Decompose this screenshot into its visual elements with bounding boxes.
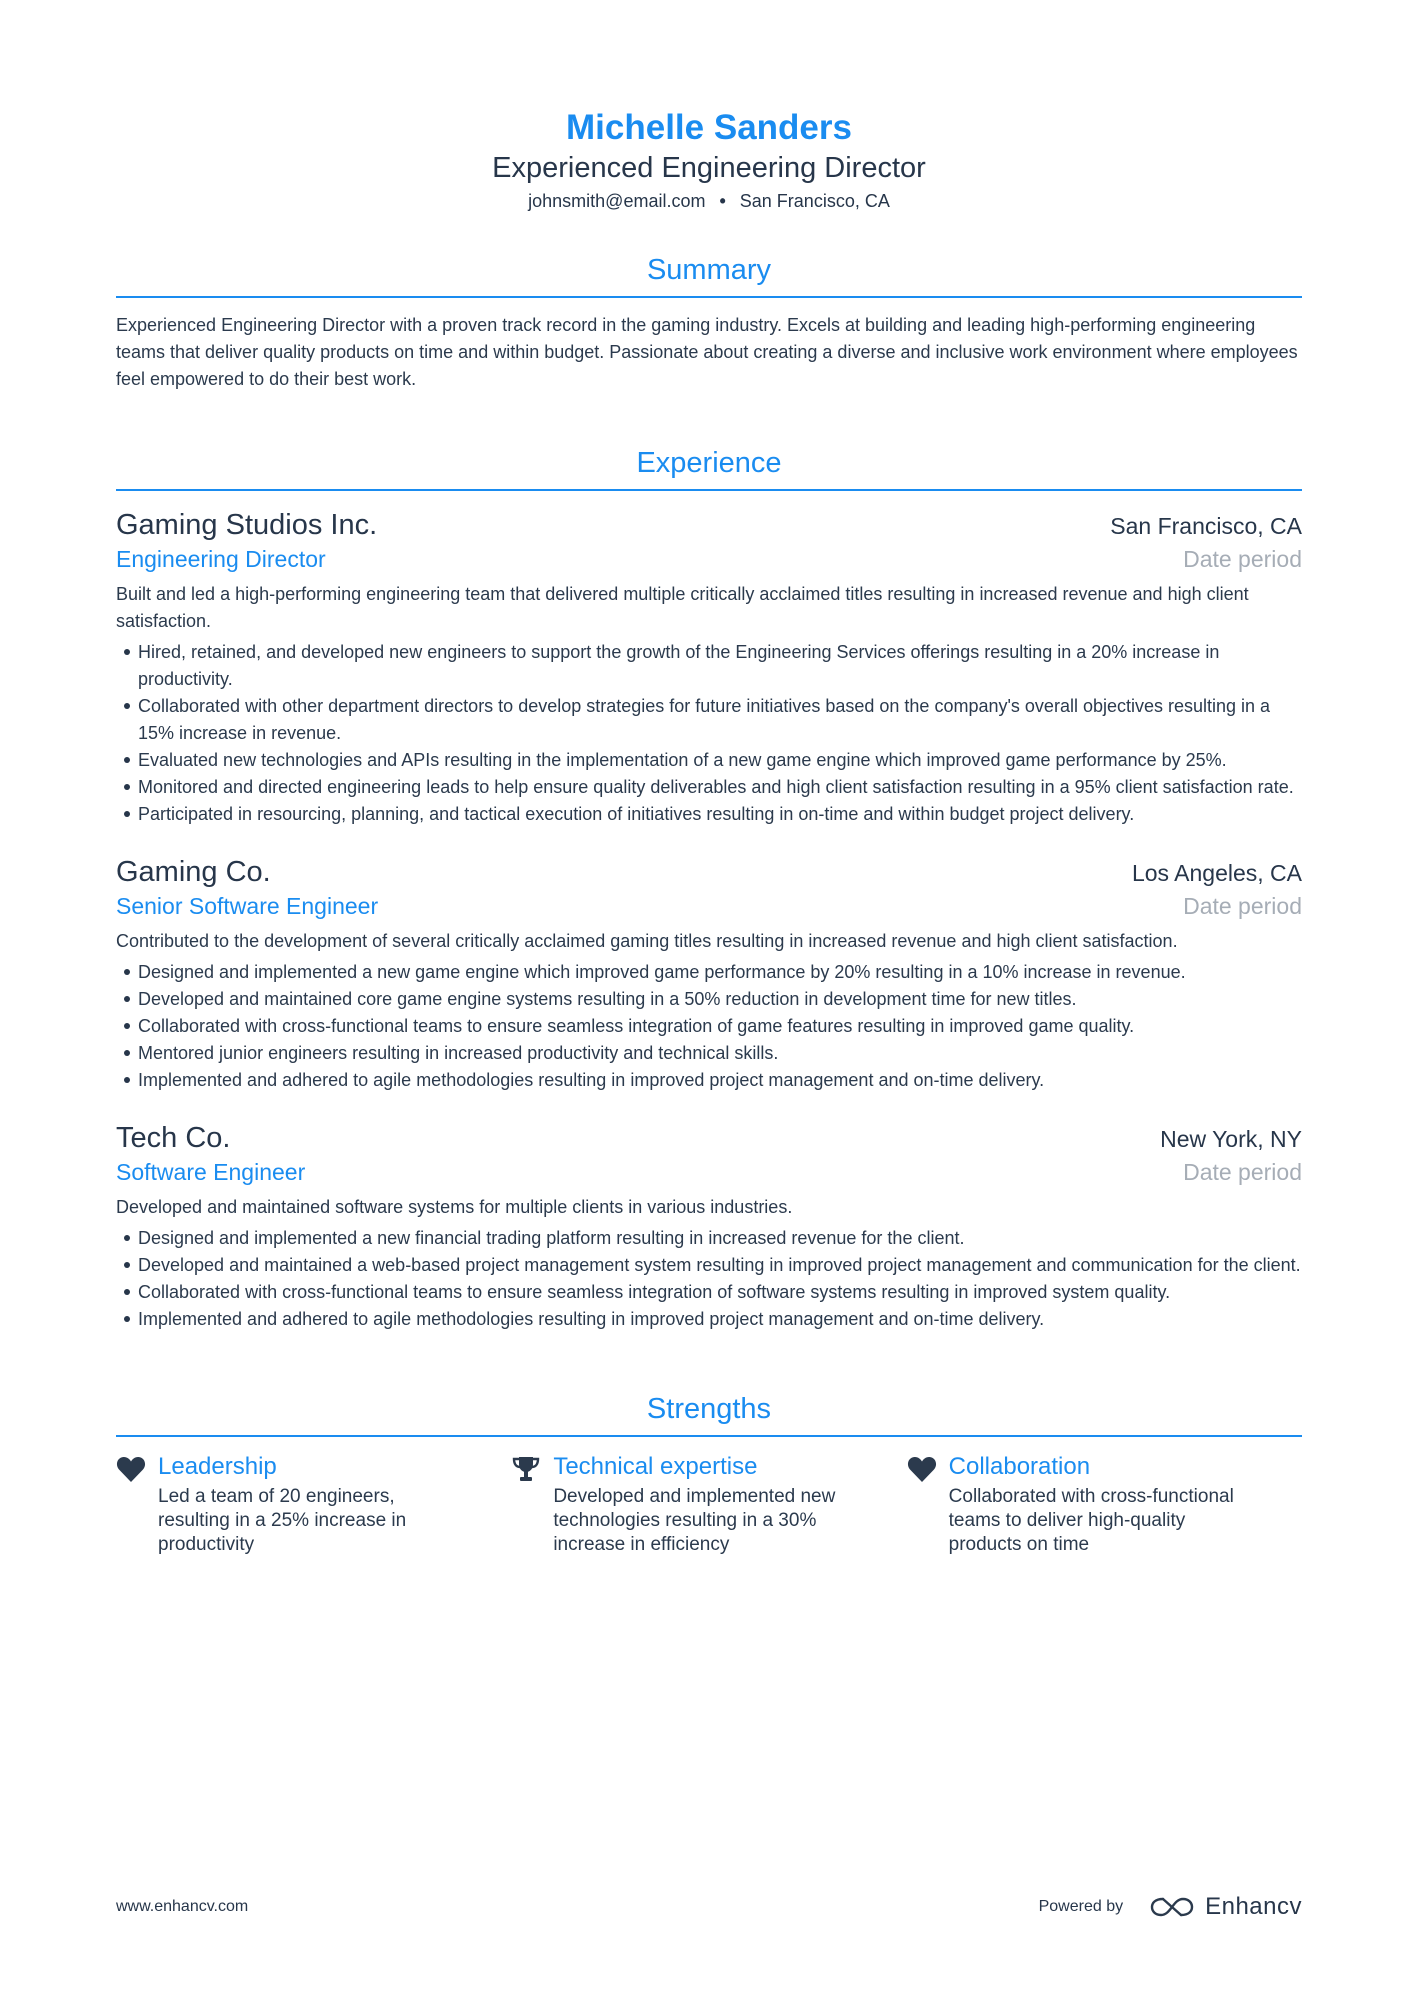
- job-location: Los Angeles, CA: [1131, 860, 1302, 886]
- resume-header: [116, 106, 1302, 214]
- experience-heading: Experience: [116, 445, 1302, 491]
- job-bullet: Participated in resourcing, planning, and tactical execution of initiatives resulting in on-time and within budget project delivery.: [116, 801, 1302, 828]
- job-description: Built and led a high-performing engineering team that delivered multiple critically acclaimed titles resulting in increased revenue and high client satisfaction.: [116, 584, 1249, 631]
- powered-by-label: Powered by: [1038, 1898, 1124, 1915]
- strength-body: [553, 1451, 863, 1557]
- powered-by: [1039, 1893, 1302, 1921]
- strength-body: [158, 1451, 468, 1557]
- job-bullets: [116, 1225, 1302, 1333]
- job-bullet: Designed and implemented a new financial trading platform resulting in increased revenue for the client.: [116, 1225, 1302, 1252]
- job-position: Engineering Director: [116, 546, 326, 572]
- contact-line: [116, 188, 1302, 214]
- job-bullet: Developed and maintained core game engine systems resulting in a 50% reduction in development time for new titles.: [116, 986, 1302, 1013]
- job-bullets: [116, 639, 1302, 828]
- job-subheader-row: [116, 543, 1302, 575]
- job-bullet: Implemented and adhered to agile methodologies resulting in improved project management and on-time delivery.: [116, 1306, 1302, 1333]
- job-bullet: Collaborated with other department directors to develop strategies for future initiatives based on the company's overall objectives resulting in a 15% increase in revenue.: [116, 693, 1302, 747]
- job-period: Date period: [1183, 1159, 1302, 1185]
- job-period: Date period: [1183, 893, 1302, 919]
- job-entry: [116, 1120, 1302, 1333]
- job-bullet: Monitored and directed engineering leads to help ensure quality deliverables and high client satisfaction resulting in a 95% client satisfaction rate.: [116, 774, 1302, 801]
- job-period: Date period: [1183, 546, 1302, 572]
- job-subheader-row: [116, 1156, 1302, 1188]
- job-bullet: Mentored junior engineers resulting in increased productivity and technical skills.: [116, 1040, 1302, 1067]
- job-header-row: [116, 854, 1302, 890]
- brand-name: Enhancv: [1205, 1893, 1302, 1920]
- footer-website-link[interactable]: www.enhancv.com: [116, 1898, 249, 1915]
- job-description: Contributed to the development of several critically acclaimed gaming titles resulting in increased revenue and high client satisfaction.: [116, 931, 1178, 951]
- job-bullet: Developed and maintained a web-based project management system resulting in improved project management and communication for the client.: [116, 1252, 1302, 1279]
- contact-email[interactable]: johnsmith@email.com: [528, 191, 706, 211]
- summary-heading: Summary: [116, 252, 1302, 298]
- strength-item: [907, 1451, 1302, 1557]
- enhancv-logo-icon: [1149, 1895, 1195, 1919]
- separator-dot: •: [719, 191, 726, 211]
- candidate-name: Michelle Sanders: [566, 108, 852, 147]
- job-description: Developed and maintained software systems for multiple clients in various industries.: [116, 1197, 793, 1217]
- strengths-heading: Strengths: [116, 1391, 1302, 1437]
- strength-body: [949, 1451, 1259, 1557]
- job-position: Software Engineer: [116, 1159, 306, 1185]
- contact-location: San Francisco, CA: [739, 191, 890, 211]
- heart-icon: [116, 1451, 158, 1557]
- strength-description: Led a team of 20 engineers, resulting in a 25% increase in productivity: [158, 1486, 407, 1555]
- strengths-grid: [116, 1451, 1302, 1557]
- candidate-title: Experienced Engineering Director: [492, 152, 926, 184]
- job-entry: [116, 854, 1302, 1094]
- job-bullet: Evaluated new technologies and APIs resulting in the implementation of a new game engine which improved game performance by 25%.: [116, 747, 1302, 774]
- job-header-row: [116, 1120, 1302, 1156]
- summary-text: Experienced Engineering Director with a proven track record in the gaming industry. Excels at building and leading high-performing engineering teams that deliver quality products on time and within budget. Passionate about creating a diverse and inclusive work environment where employees feel empowered to do their best work.: [116, 315, 1298, 389]
- job-bullet: Collaborated with cross-functional teams to ensure seamless integration of software systems resulting in improved system quality.: [116, 1279, 1302, 1306]
- strength-item: [511, 1451, 906, 1557]
- job-location: New York, NY: [1160, 1126, 1302, 1152]
- strength-title: Collaboration: [948, 1453, 1091, 1480]
- strength-item: [116, 1451, 511, 1557]
- job-bullets: [116, 959, 1302, 1094]
- strength-description: Developed and implemented new technologies resulting in a 30% increase in efficiency: [553, 1486, 836, 1555]
- job-company: Gaming Co.: [116, 856, 271, 888]
- job-bullet: Collaborated with cross-functional teams to ensure seamless integration of game features resulting in improved game quality.: [116, 1013, 1302, 1040]
- job-bullet: Implemented and adhered to agile methodologies resulting in improved project management and on-time delivery.: [116, 1067, 1302, 1094]
- strength-title: Leadership: [158, 1453, 277, 1480]
- job-company: Gaming Studios Inc.: [116, 509, 378, 541]
- job-location: San Francisco, CA: [1110, 513, 1302, 539]
- heart-icon: [907, 1451, 949, 1557]
- trophy-icon: [511, 1451, 553, 1557]
- job-bullet: Hired, retained, and developed new engineers to support the growth of the Engineering Services offerings resulting in a 20% increase in productivity.: [116, 639, 1302, 693]
- job-position: Senior Software Engineer: [116, 893, 379, 919]
- job-header-row: [116, 507, 1302, 543]
- job-entry: [116, 507, 1302, 828]
- page-footer: [116, 1893, 1302, 1921]
- resume-page: [116, 100, 1302, 1557]
- job-company: Tech Co.: [116, 1122, 231, 1154]
- strength-title: Technical expertise: [553, 1453, 758, 1480]
- enhancv-logo[interactable]: [1149, 1893, 1302, 1921]
- job-subheader-row: [116, 890, 1302, 922]
- strength-description: Collaborated with cross-functional teams to deliver high-quality products on time: [948, 1486, 1234, 1555]
- job-bullet: Designed and implemented a new game engine which improved game performance by 20% resulting in a 10% increase in revenue.: [116, 959, 1302, 986]
